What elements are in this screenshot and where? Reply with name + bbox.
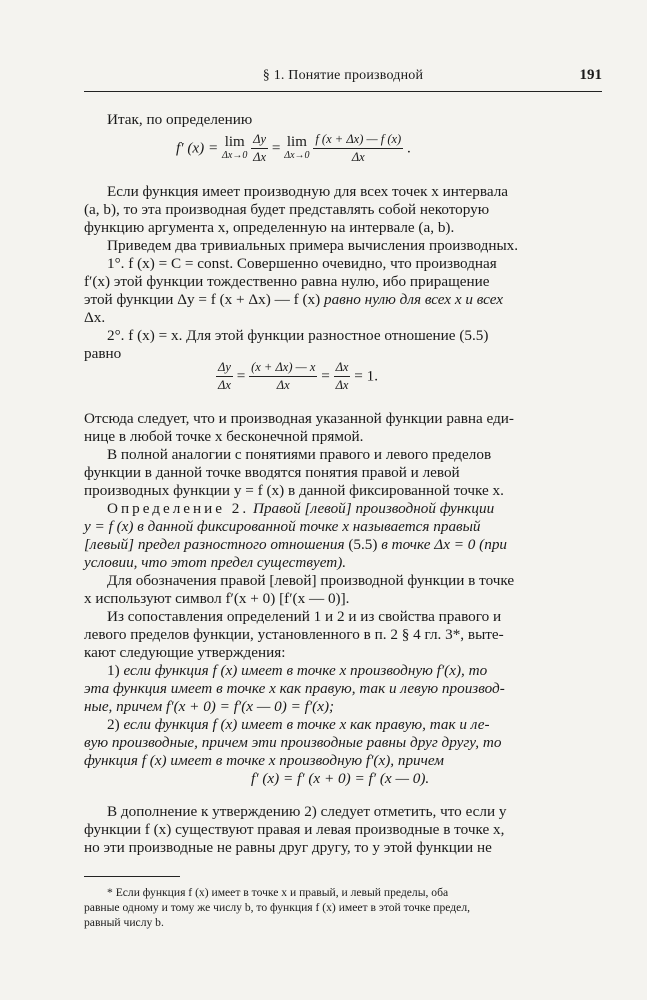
period: .	[407, 139, 411, 157]
text-line: условии, что этот предел существует).	[84, 554, 347, 571]
fraction	[249, 360, 317, 393]
fraction-denominator: Δx	[253, 150, 267, 164]
text-line: функцию аргумента x, определенную на интервале (a, b).	[84, 219, 455, 236]
text-line: эта функция имеет в точке x как правую, так и левую производ-	[84, 680, 505, 697]
italic-segment: если функция f (x) имеет в точке x производную f′(x), то	[123, 662, 488, 679]
fraction-numerator: Δy	[216, 360, 233, 377]
text-line: (a, b), то эта производная будет представлять собой некоторую	[84, 201, 490, 218]
list-marker: 2)	[107, 716, 124, 733]
equation-result: = 1.	[354, 367, 379, 385]
footnote-line: равный числу b.	[84, 916, 164, 929]
text-line: производных функции y = f (x) в данной фиксированной точке x.	[84, 482, 504, 499]
italic-segment: в точке Δx = 0 (при	[381, 536, 508, 553]
fraction	[216, 360, 233, 393]
text-segment: этой функции Δy = f (x + Δx) — f (x)	[84, 291, 324, 308]
text-line: Отсюда следует, что и производная указанной функции равна еди-	[84, 410, 514, 427]
lim-subscript: Δx→0	[222, 149, 248, 161]
fraction	[334, 360, 351, 393]
text-line	[84, 291, 503, 309]
text-line: вую производные, причем эти производные равны друг другу, то	[84, 734, 502, 751]
italic-segment: Правой [левой] производной функции	[249, 500, 495, 517]
equation-difference-ratio	[216, 360, 378, 393]
eq-limit	[284, 135, 309, 163]
text-line: 1°. f (x) = C = const. Совершенно очевидно, что производная	[107, 255, 497, 272]
definition-label: Определение 2.	[107, 500, 250, 517]
eq-lhs: f′ (x) =	[176, 139, 219, 157]
text-line	[84, 536, 507, 554]
fraction-numerator: (x + Δx) — x	[249, 360, 317, 377]
footnote-line: * Если функция f (x) имеет в точке x и правый, и левый пределы, оба	[107, 886, 449, 899]
fraction-numerator: Δy	[251, 132, 268, 149]
text-line	[107, 662, 487, 680]
section-title: § 1. Понятие производной	[262, 68, 424, 83]
fraction-numerator: Δx	[334, 360, 351, 377]
text-line: ные, причем f′(x + 0) = f′(x — 0) = f′(x);	[84, 698, 335, 715]
footnote-line: равные одному и тому же числу b, то функция f (x) имеет в этой точке предел,	[84, 901, 471, 914]
text-line: функции в данной точке вводятся понятия правой и левой	[84, 464, 460, 481]
text-line: Если функция имеет производную для всех точек x интервала	[107, 183, 509, 200]
lim-subscript: Δx→0	[284, 149, 310, 161]
lim-word: lim	[224, 133, 245, 150]
text-line	[107, 716, 490, 734]
text-line: 2°. f (x) = x. Для этой функции разностное отношение (5.5)	[107, 327, 489, 344]
list-marker: 1)	[107, 662, 124, 679]
text-line	[107, 500, 494, 518]
text-line: x используют символ f′(x + 0) [f′(x — 0)].	[84, 590, 350, 607]
text-line: Для обозначения правой [левой] производной функции в точке	[107, 572, 515, 589]
fraction-denominator: Δx	[218, 378, 231, 392]
text-line: Δx.	[84, 309, 106, 326]
fraction	[251, 132, 268, 165]
italic-segment: [левый] предел разностного отношения	[84, 536, 345, 553]
text-line: функция f (x) имеет в точке x производную f′(x), причем	[84, 752, 444, 769]
text-line: y = f (x) в данной фиксированной точке x называется правый	[84, 518, 481, 535]
text-line: Приведем два тривиальных примера вычисления производных.	[107, 237, 519, 254]
text-line: равно	[84, 345, 122, 362]
text-line: Итак, по определению	[107, 111, 253, 128]
text-line: В полной аналогии с понятиями правого и левого пределов	[107, 446, 492, 463]
eq-limit	[222, 135, 247, 163]
text-segment: (5.5)	[344, 536, 382, 553]
italic-segment: равно нулю для всех x и всех	[323, 291, 503, 308]
page-number: 191	[579, 67, 602, 83]
text-line: кают следующие утверждения:	[84, 644, 286, 661]
equation-derivative-definition	[176, 132, 411, 165]
lim-word: lim	[286, 133, 307, 150]
fraction	[313, 132, 403, 165]
text-line: но эти производные не равны друг другу, то у этой функции не	[84, 839, 492, 856]
footnote-rule	[84, 876, 180, 877]
equals-sign: =	[271, 139, 281, 157]
equals-sign: =	[321, 367, 330, 385]
fraction-numerator: f (x + Δx) — f (x)	[313, 132, 403, 149]
fraction-denominator: Δx	[335, 378, 349, 392]
equation-one-sided-derivatives: f′ (x) = f′ (x + 0) = f′ (x — 0).	[251, 770, 430, 787]
text-line: Из сопоставления определений 1 и 2 и из свойства правого и	[107, 608, 502, 625]
text-line: левого пределов функции, установленного в п. 2 § 4 гл. 3*, выте-	[84, 626, 504, 643]
text-line: В дополнение к утверждению 2) следует отметить, что если у	[107, 803, 507, 820]
header-rule	[84, 91, 602, 92]
equals-sign: =	[236, 367, 246, 385]
running-header	[84, 68, 602, 88]
italic-segment: если функция f (x) имеет в точке x как правую, так и ле-	[123, 716, 490, 733]
fraction-denominator: Δx	[276, 378, 290, 392]
fraction-denominator: Δx	[351, 150, 365, 164]
text-line: функции f (x) существуют правая и левая производные в точке x,	[84, 821, 505, 838]
text-line: f′(x) этой функции тождественно равна нулю, ибо приращение	[84, 273, 490, 290]
text-line: нице в любой точке x бесконечной прямой.	[84, 428, 364, 445]
